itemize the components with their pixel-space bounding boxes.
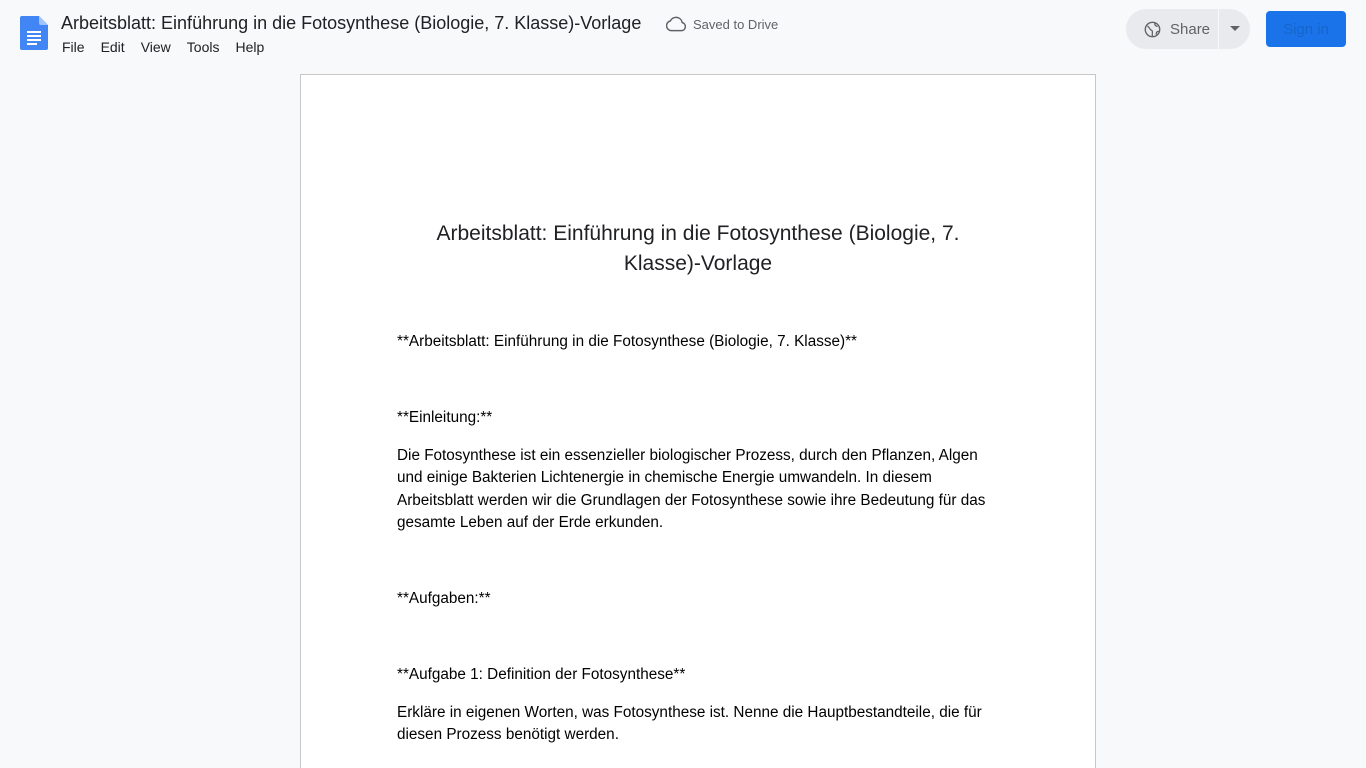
menu-file[interactable]: File <box>62 39 85 55</box>
cloud-done-icon <box>666 16 686 32</box>
paragraph: **Aufgabe 1: Definition der Fotosynthese** <box>397 666 686 683</box>
sign-in-button[interactable] <box>1266 11 1346 47</box>
document-page[interactable] <box>300 74 1096 768</box>
sign-in-label: Sign in <box>1283 20 1329 38</box>
paragraph: **Aufgaben:** <box>397 590 491 607</box>
share-button[interactable] <box>1126 9 1218 49</box>
caret-down-icon <box>1230 26 1240 32</box>
paragraph: Erkläre in eigenen Worten, was Fotosynthese ist. Nenne die Hauptbestandteile, die für diesen Prozess benötigt werden. <box>397 704 982 744</box>
save-status[interactable] <box>666 15 778 33</box>
menu-bar <box>54 36 272 58</box>
menu-view[interactable]: View <box>140 39 171 55</box>
paragraph: Die Fotosynthese ist ein essenzieller biologischer Prozess, durch den Pflanzen, Algen und einige Bakterien Lichtenergie in chemische Energie umwandeln. In diesem Arbeitsblatt werden wir die Grundlagen der Fotosynthese sowie ihre Bedeutung für das gesamte Leben auf der Erde erkunden. <box>397 447 986 531</box>
share-control <box>1126 9 1250 49</box>
document-title[interactable]: Arbeitsblatt: Einführung in die Fotosynthese (Biologie, 7. Klasse)-Vorlage <box>61 13 642 33</box>
menu-help[interactable]: Help <box>235 39 265 55</box>
app-header <box>0 0 1366 64</box>
menu-edit[interactable]: Edit <box>100 39 125 55</box>
google-docs-icon[interactable] <box>20 16 48 50</box>
document-heading: Arbeitsblatt: Einführung in die Fotosynthese (Biologie, 7. Klasse)-Vorlage <box>436 222 960 275</box>
globe-icon <box>1144 21 1161 38</box>
menu-tools[interactable]: Tools <box>186 39 220 55</box>
paragraph: **Arbeitsblatt: Einführung in die Fotosynthese (Biologie, 7. Klasse)** <box>397 333 858 350</box>
share-label: Share <box>1170 20 1211 38</box>
share-dropdown-button[interactable] <box>1219 9 1250 49</box>
save-status-label: Saved to Drive <box>693 16 779 32</box>
paragraph: **Einleitung:** <box>397 409 493 426</box>
